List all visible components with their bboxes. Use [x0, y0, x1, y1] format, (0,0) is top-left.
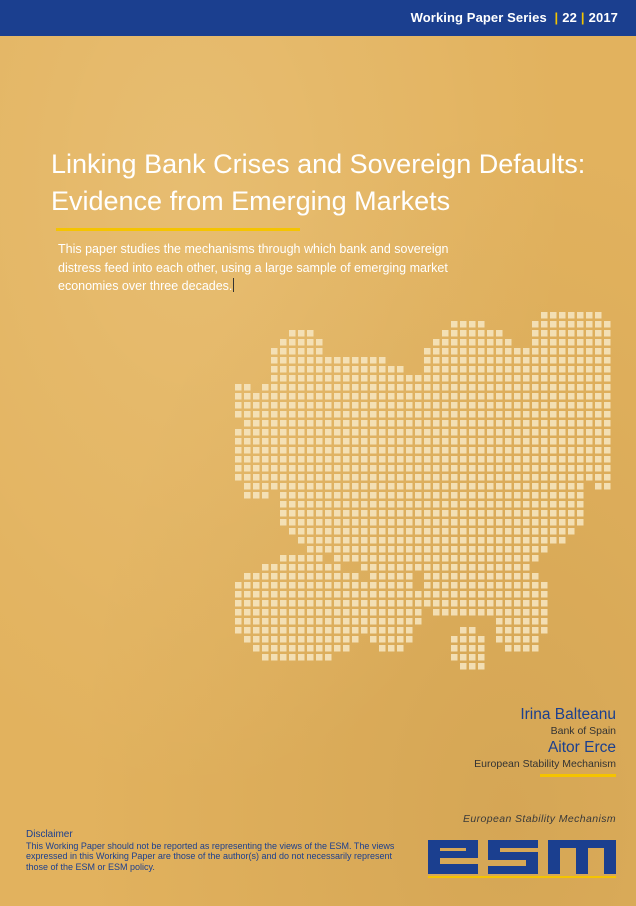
author-name-1: Irina Balteanu — [520, 706, 616, 723]
abstract-text — [58, 240, 458, 296]
author-block — [474, 705, 616, 777]
author-name-2: Aitor Erce — [547, 739, 616, 756]
author-affiliation-2: European Stability Mechanism — [474, 758, 616, 770]
esm-caption: European Stability Mechanism — [462, 813, 616, 825]
title-underline — [56, 228, 300, 231]
series-year: 2017 — [588, 10, 618, 25]
author-underline — [540, 774, 616, 777]
esm-logo — [426, 834, 620, 880]
abstract-body: This paper studies the mechanisms through which bank and sovereign distress feed into each other, using a large sample of emerging market economies over three decades. — [58, 242, 449, 293]
title-line-2: Evidence from Emerging Markets — [51, 186, 451, 216]
title-line-1: Linking Bank Crises and Sovereign Defaults: — [51, 149, 586, 179]
series-separator: | — [554, 10, 559, 25]
disclaimer-text: This Working Paper should not be reported as representing the views of the ESM. The views expressed in this Working Paper are those of the author(s) and do not necessarily represent those of the ESM or ESM policy. — [26, 840, 395, 872]
series-label: Working Paper Series — [410, 10, 547, 25]
series-number: 22 — [562, 10, 577, 25]
paper-title — [51, 146, 611, 220]
author-affiliation-1: Bank of Spain — [550, 725, 616, 737]
disclaimer-label: Disclaimer — [26, 829, 73, 840]
text-cursor — [233, 278, 234, 292]
series-separator-2: | — [580, 10, 585, 25]
disclaimer — [26, 830, 406, 872]
